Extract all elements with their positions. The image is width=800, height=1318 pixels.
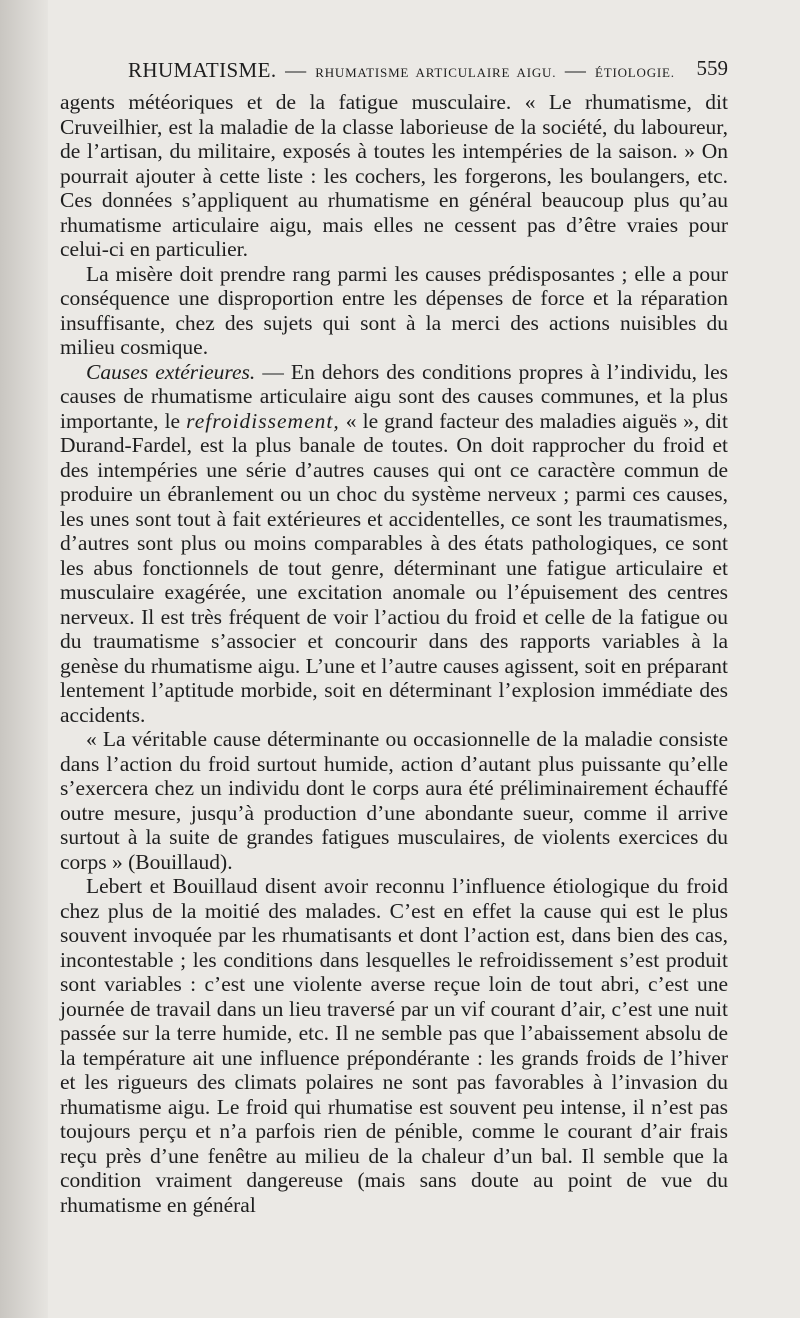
running-head-section: RHUMATISME ARTICULAIRE AIGU. (315, 65, 557, 80)
running-head-separator: — (285, 58, 307, 82)
running-head-title: RHUMATISME. (128, 58, 277, 82)
page-header (128, 50, 728, 84)
paragraph-text: « le grand facteur des maladies aiguës », dit Durand-Fardel, est la plus banale de toutes. On doit rapprocher du froid et des intempéries une série d’autres causes qui ont ce caractère commun de produire un ébranlement ou un choc du système nerveux ; parmi ces causes, les unes sont tout à fait extérieures et accidentelles, ce sont les traumatismes, d’autres sont plus ou moins comparables à des états pathologiques, ce sont les abus fonctionnels de tout genre, déterminant une fatigue articulaire et musculaire exagérée, une excitation anomale ou l’épuisement des centres nerveux. Il est très fréquent de voir l’actiou du froid et celle de la fatigue ou du traumatisme s’associer et concourir dans des rapports variables à la genèse du rhumatisme aigu. L’une et l’autre causes agissent, soit en préparant lentement l’aptitude morbide, soit en déterminant l’explosion immédiate des accidents. (60, 408, 729, 727)
paragraph-lebert-bouillaud: Lebert et Bouillaud disent avoir reconnu l’influence étiologique du froid chez plus de la moitié des malades. C’est en effet la cause qui est le plus souvent invoquée par les rhumatisants et dont l’action est, dans bien des cas, incontestable ; les conditions dans lesquelles le refroidissement s’est produit sont variables : c’est une violente averse reçue loin de tout abri, c’est une journée de travail dans un lieu traversé par un vif courant d’air, c’est une nuit passée sur la terre humide, etc. Il ne semble pas que l’abaissement absolu de la température ait une influence prépondérante : les grands froids de l’hiver et les rigueurs des climats polaires ne sont pas favorables à l’invasion du rhumatisme aigu. Le froid qui rhumatise est souvent peu intense, il n’est pas toujours perçu et n’a parfois rien de pénible, comme le courant d’air frais reçu près d’une fenêtre au milieu de la chaleur d’un bal. Il semble que la condition vraiment dangereuse (mais sans doute au point de vue du rhumatisme en général (60, 874, 728, 1217)
section-heading-italic: Causes extérieures. (86, 359, 256, 384)
italic-term: refroidissement, (186, 408, 340, 433)
paragraph-misere: La misère doit prendre rang parmi les causes prédisposantes ; elle a pour conséquence une disproportion entre les dépenses de force et la réparation insuffisante, chez des sujets qui sont à la merci des actions nuisibles du milieu cosmique. (60, 261, 728, 359)
paragraph-continuation: agents météoriques et de la fatigue musculaire. « Le rhumatisme, dit Cruveilhier, est la maladie de la classe laborieuse de la société, du laboureur, de l’artisan, du militaire, exposés à toutes les intempéries de la saison. » On pourrait ajouter à cette liste : les cochers, les forgerons, les boulangers, etc. Ces données s’appliquent au rhumatisme en général beaucoup plus qu’au rhumatisme articulaire aigu, mais elles ne cessent pas d’être vraies pour celui-ci en particulier. (60, 90, 728, 261)
paragraph-text: — En dehors des conditions propres à l’individu, les causes de rhumatisme articulaire aigu sont des causes communes, et la plus importante, le (60, 359, 728, 433)
paragraph-quotation-bouillaud: « La véritable cause déterminante ou occasionnelle de la maladie consiste dans l’action du froid surtout humide, action d’autant plus puissante qu’elle s’exercera chez un individu dont le corps aura été préliminairement échauffé outre mesure, jusqu’à production d’une abondante sueur, comme il arrive surtout à la suite de grandes fatigues musculaires, de violents exercices du corps » (Bouillaud). (60, 727, 728, 874)
running-head-subsection: ÉTIOLOGIE. (594, 65, 675, 80)
paragraph-causes-exterieures (60, 360, 728, 728)
running-head-separator: — (564, 58, 587, 82)
running-head (128, 58, 675, 83)
body-text (60, 90, 728, 1217)
page-number: 559 (696, 56, 728, 80)
